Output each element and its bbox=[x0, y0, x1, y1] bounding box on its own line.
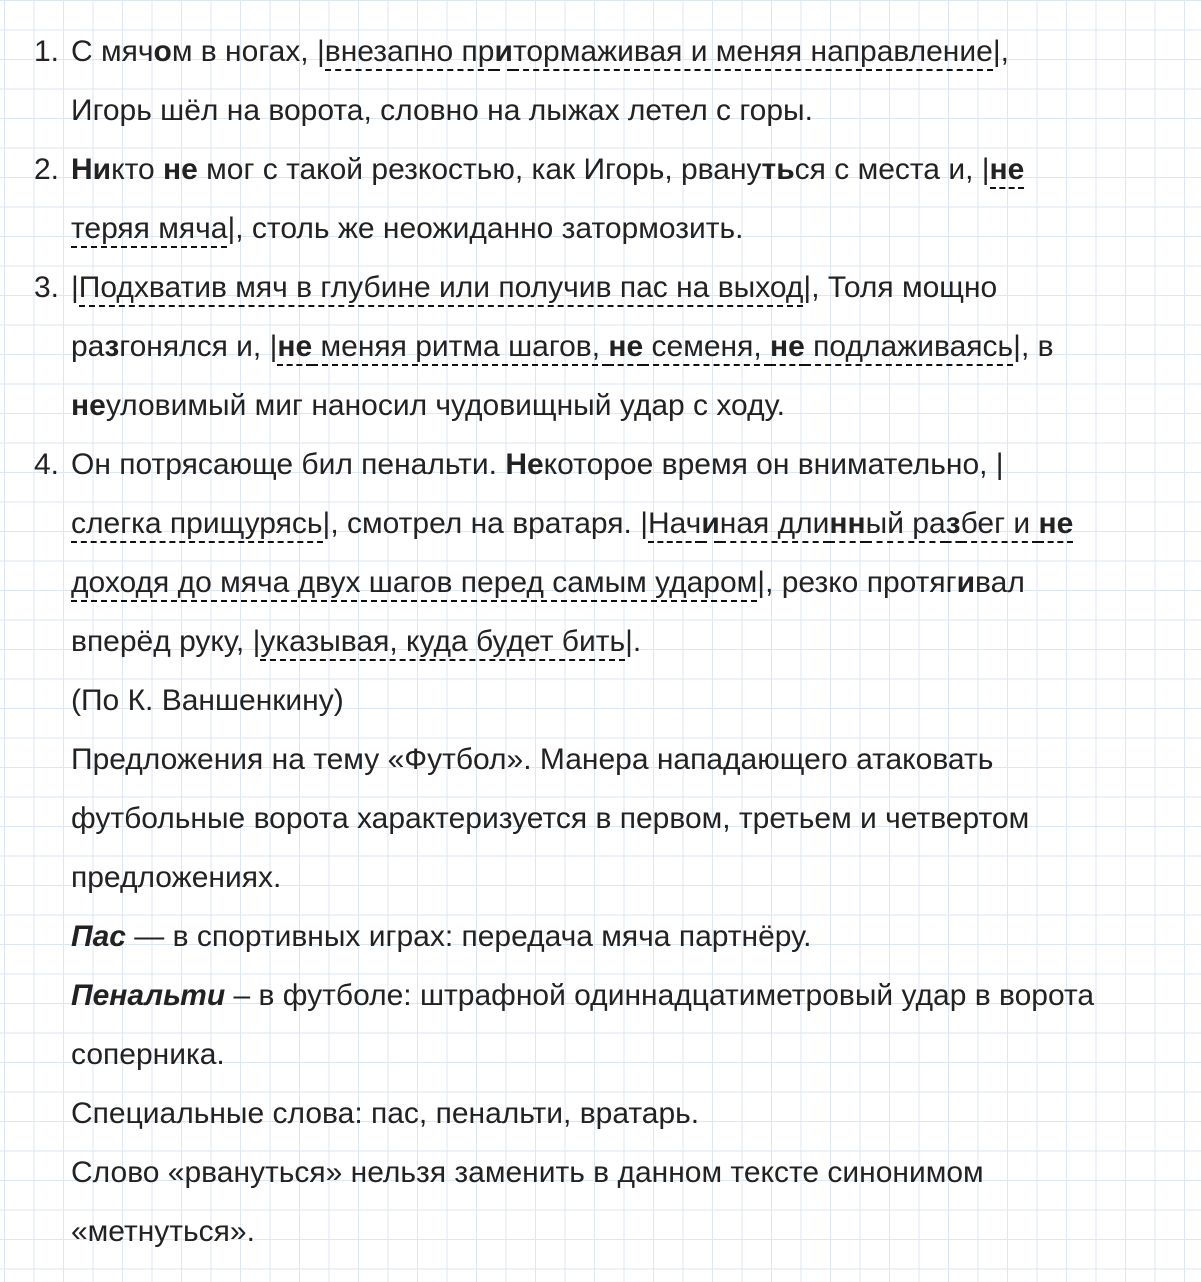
definition-term: Пенальти bbox=[71, 979, 226, 1012]
adverbial-phrase-text: и bbox=[701, 507, 719, 543]
summary-line: предложениях. bbox=[71, 861, 282, 894]
text-line bbox=[71, 504, 1073, 544]
phrase-boundary-mark: | bbox=[981, 153, 990, 186]
phrase-boundary-mark: | bbox=[1013, 330, 1021, 363]
item-number: 3. bbox=[34, 271, 60, 304]
phrase-boundary-mark: | bbox=[757, 566, 766, 599]
adverbial-phrase-text: внезапно пр bbox=[325, 35, 495, 71]
text-run: вал bbox=[975, 566, 1025, 599]
adverbial-phrase-text: и bbox=[494, 35, 512, 71]
synonym-note-line: Слово «рвануться» нельзя заменить в данном тексте синонимом bbox=[71, 1156, 984, 1189]
adverbial-phrase-text: не bbox=[277, 330, 312, 366]
text-line bbox=[71, 622, 641, 662]
definition-pas bbox=[71, 917, 811, 957]
phrase-boundary-mark: | bbox=[227, 212, 236, 245]
adverbial-phrase-text: не bbox=[608, 330, 643, 366]
adverbial-phrase-text: подлаживаясь bbox=[805, 330, 1013, 366]
text-run: , в bbox=[1020, 330, 1054, 363]
adverbial-phrase-text: нн bbox=[829, 507, 865, 543]
item-number: 1. bbox=[34, 35, 60, 68]
adverbial-phrase-text: указывая, куда будет бить bbox=[260, 625, 625, 661]
definition-penalty bbox=[71, 976, 1094, 1016]
text-run: Игорь шёл на ворота, словно на лыжах летел с горы. bbox=[71, 94, 813, 127]
item-number: 4. bbox=[34, 448, 60, 481]
highlighted-letters: и bbox=[956, 566, 976, 599]
phrase-boundary-mark: | bbox=[71, 271, 79, 304]
highlighted-letters: ть bbox=[761, 153, 795, 186]
highlighted-letters: з bbox=[104, 330, 120, 363]
synonym-note-line: «метнуться». bbox=[71, 1215, 255, 1248]
text-line bbox=[71, 209, 743, 249]
adverbial-phrase-text: Нач bbox=[648, 507, 701, 543]
adverbial-phrase-text: слегка прищурясь bbox=[71, 507, 323, 543]
text-run: гонялся и, bbox=[119, 330, 270, 363]
text-run: уловимый миг наносил чудовищный удар с ходу. bbox=[105, 389, 785, 422]
text-run: , смотрел на вратаря. bbox=[330, 507, 641, 540]
text-line bbox=[71, 327, 1054, 367]
definition-text-continued: соперника. bbox=[71, 1038, 225, 1071]
special-words-line: Специальные слова: пас, пенальти, вратарь. bbox=[71, 1097, 700, 1130]
phrase-boundary-mark: | bbox=[625, 625, 633, 658]
adverbial-phrase-text: з bbox=[946, 507, 961, 543]
adverbial-phrase-text: бег и bbox=[961, 507, 1039, 543]
text-run: которое время он внимательно, bbox=[543, 448, 996, 481]
text-run: , столь же неожиданно затормозить. bbox=[235, 212, 744, 245]
text-run: ра bbox=[71, 330, 105, 363]
definition-dash: – bbox=[225, 979, 259, 1012]
text-run: мог с такой резкостью, как Игорь, рвану bbox=[197, 153, 762, 186]
text-run: кто bbox=[111, 153, 163, 186]
text-line bbox=[71, 91, 813, 131]
adverbial-phrase-text: Подхватив мяч в глубине или получив пас на выход bbox=[79, 271, 804, 307]
adverbial-phrase-text: тормаживая и меняя направление bbox=[513, 35, 993, 71]
text-line bbox=[71, 563, 1025, 603]
adverbial-phrase-text: ная дли bbox=[720, 507, 830, 543]
highlighted-letters: не bbox=[71, 389, 106, 422]
summary-line: футбольные ворота характеризуется в первом, третьем и четвертом bbox=[71, 802, 1030, 835]
adverbial-phrase-text: доходя до мяча двух шагов перед самым ударом bbox=[71, 566, 757, 602]
adverbial-phrase-text: не bbox=[990, 153, 1025, 189]
text-run: , резко протяг bbox=[765, 566, 957, 599]
phrase-boundary-mark: | bbox=[316, 35, 325, 68]
phrase-boundary-mark: | bbox=[322, 507, 331, 540]
adverbial-phrase-text: меняя ритма шагов, bbox=[312, 330, 608, 366]
adverbial-phrase-text: не bbox=[1038, 507, 1073, 543]
source-citation: (По К. Ваншенкину) bbox=[71, 684, 344, 717]
text-line bbox=[71, 32, 1009, 72]
highlighted-letters: о bbox=[153, 35, 172, 68]
definition-text: в спортивных играх: передача мяча партнёру. bbox=[172, 920, 812, 953]
text-line bbox=[71, 150, 1024, 190]
phrase-boundary-mark: | bbox=[995, 448, 1004, 481]
text-run: С мяч bbox=[71, 35, 154, 68]
phrase-boundary-mark: | bbox=[640, 507, 648, 540]
adverbial-phrase-text: не bbox=[770, 330, 805, 366]
definition-dash: — bbox=[125, 920, 173, 953]
phrase-boundary-mark: | bbox=[269, 330, 278, 363]
text-run: вперёд руку, bbox=[71, 625, 253, 658]
adverbial-phrase-text: теряя мяча bbox=[71, 212, 227, 248]
highlighted-letters: не bbox=[163, 153, 198, 186]
phrase-boundary-mark: | bbox=[992, 35, 1001, 68]
text-run: Он потрясающе бил пенальти. bbox=[71, 448, 506, 481]
highlighted-letters: Ни bbox=[71, 153, 112, 186]
text-run: ся с места и, bbox=[794, 153, 982, 186]
summary-line: Предложения на тему «Футбол». Манера нападающего атаковать bbox=[71, 743, 994, 776]
highlighted-letters: Не bbox=[505, 448, 544, 481]
definition-text: в футболе: штрафной одиннадцатиметровый удар в ворота bbox=[258, 979, 1095, 1012]
text-run: . bbox=[632, 625, 642, 658]
adverbial-phrase-text: ый ра bbox=[866, 507, 946, 543]
text-run: , Толя мощно bbox=[811, 271, 998, 304]
text-run: , bbox=[1000, 35, 1009, 68]
text-line bbox=[71, 386, 785, 426]
text-line bbox=[71, 268, 997, 308]
text-run: м в ногах, bbox=[171, 35, 317, 68]
phrase-boundary-mark: | bbox=[252, 625, 261, 658]
definition-term: Пас bbox=[71, 920, 126, 953]
phrase-boundary-mark: | bbox=[803, 271, 812, 304]
adverbial-phrase-text: семеня, bbox=[643, 330, 770, 366]
item-number: 2. bbox=[34, 153, 60, 186]
text-line bbox=[71, 445, 1004, 485]
